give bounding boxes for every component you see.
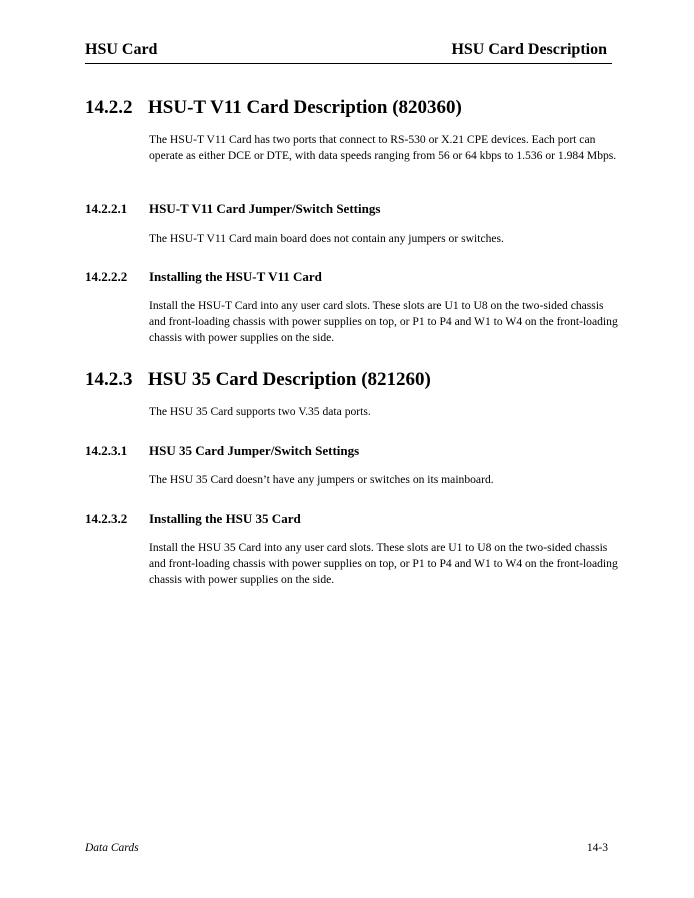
- subsection-heading-hsu-35-jumpers: [85, 443, 359, 459]
- section-heading-hsu-t-v11: [85, 97, 462, 119]
- subsection-body-hsu-t-install: Install the HSU-T Card into any user card slots. These slots are U1 to U8 on the two-sided chassis and front-loading chassis with power supplies on top, or P1 to P4 and W1 to W4 on the front-loading chassis with power supplies on the side.: [149, 299, 618, 344]
- subsection-title: HSU 35 Card Jumper/Switch Settings: [149, 443, 360, 458]
- running-header-chapter: HSU Card: [85, 41, 158, 58]
- section-title: HSU 35 Card Description (821260): [148, 369, 431, 390]
- page-number: 14-3: [586, 842, 608, 854]
- subsection-body-hsu-35-jumpers: The HSU 35 Card doesn’t have any jumpers or switches on its mainboard.: [149, 473, 494, 486]
- subsection-title: Installing the HSU 35 Card: [149, 511, 301, 526]
- subsection-number: 14.2.3.2: [85, 511, 128, 526]
- section-number: 14.2.2: [85, 97, 133, 118]
- section-body-hsu-35: The HSU 35 Card supports two V.35 data ports.: [149, 405, 371, 418]
- subsection-heading-hsu-t-jumpers: [85, 201, 380, 217]
- subsection-number: 14.2.2.2: [85, 269, 128, 284]
- subsection-body-hsu-t-jumpers: The HSU-T V11 Card main board does not contain any jumpers or switches.: [149, 232, 504, 245]
- subsection-title: HSU-T V11 Card Jumper/Switch Settings: [149, 201, 381, 216]
- subsection-heading-hsu-t-install: [85, 269, 322, 285]
- running-footer-title: Data Cards: [85, 842, 139, 854]
- subsection-heading-hsu-35-install: [85, 511, 301, 527]
- section-title: HSU-T V11 Card Description (820360): [148, 97, 462, 118]
- section-body-hsu-t-v11: The HSU-T V11 Card has two ports that connect to RS-530 or X.21 CPE devices. Each port can operate as either DCE or DTE, with data speeds ranging from 56 or 64 kbps to 1.536 or 1.984 Mbps.: [149, 133, 617, 162]
- subsection-body-hsu-35-install: Install the HSU 35 Card into any user card slots. These slots are U1 to U8 on the two-sided chassis and front-loading chassis with power supplies on top, or P1 to P4 and W1 to W4 on the front-loading chassis with power supplies on the side.: [149, 541, 618, 586]
- section-heading-hsu-35: [85, 369, 431, 391]
- section-number: 14.2.3: [85, 369, 133, 390]
- subsection-number: 14.2.2.1: [85, 201, 128, 216]
- header-divider: [85, 63, 612, 64]
- subsection-title: Installing the HSU-T V11 Card: [149, 269, 322, 284]
- subsection-number: 14.2.3.1: [85, 443, 128, 458]
- running-header-section: HSU Card Description: [451, 41, 607, 58]
